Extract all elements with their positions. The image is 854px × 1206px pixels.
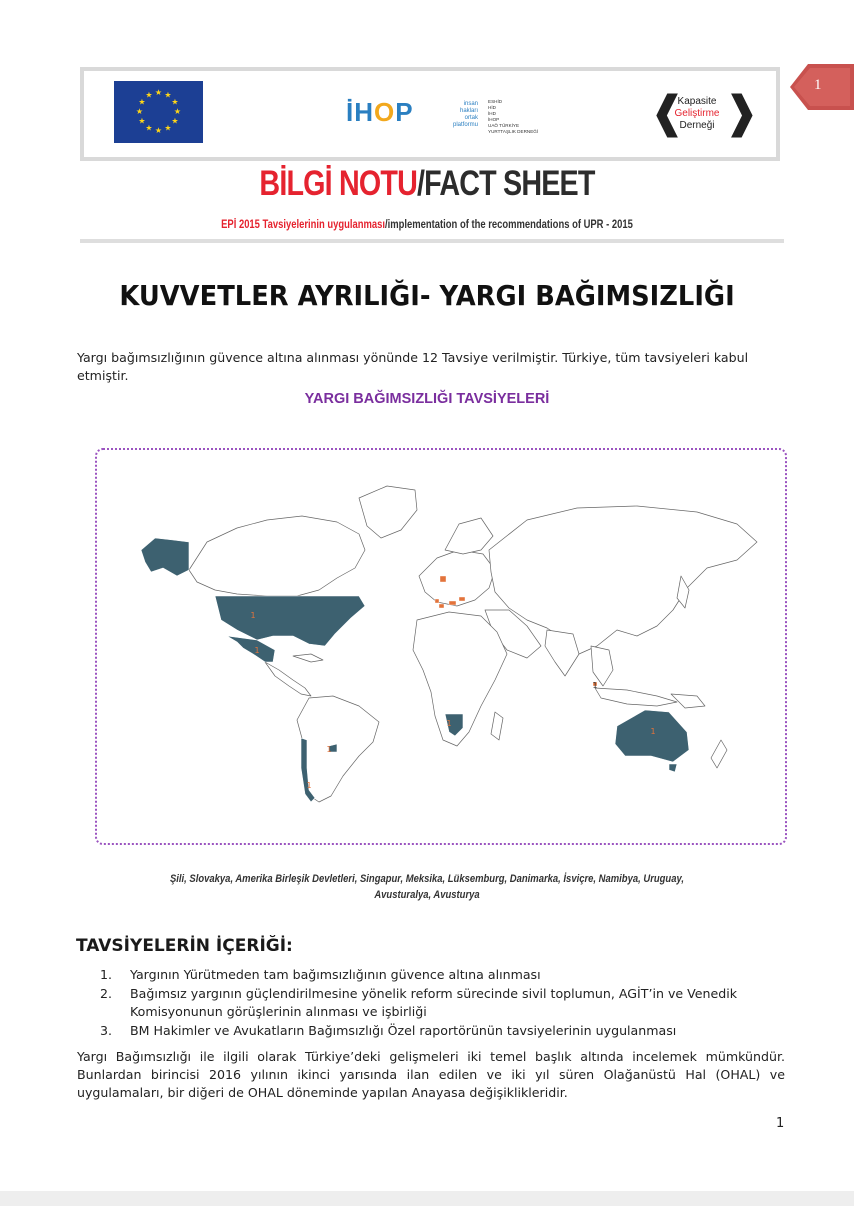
ihop-wordmark bbox=[346, 97, 414, 128]
svg-text:★: ★ bbox=[164, 90, 172, 100]
ihop-member: İHD bbox=[488, 111, 496, 116]
svg-text:★: ★ bbox=[154, 88, 163, 97]
fact-title-red: BİLGİ NOTU bbox=[259, 164, 418, 203]
svg-text:★: ★ bbox=[145, 123, 153, 133]
kgd-wordmark bbox=[671, 96, 723, 132]
map-papua bbox=[671, 694, 705, 708]
ihop-tagline-line: platformu bbox=[452, 122, 478, 128]
ihop-letter-o: O bbox=[374, 97, 396, 127]
fact-subtitle-red: EPİ 2015 Tavsiyelerinin uygulanması bbox=[221, 219, 386, 231]
recommendation-number: 1. bbox=[100, 967, 113, 982]
map-count-label: 1 bbox=[592, 681, 598, 690]
recommendation-item bbox=[100, 985, 786, 1021]
ihop-member: YURTTAŞLIK DERNEĞİ bbox=[488, 129, 539, 134]
country-list bbox=[0, 871, 854, 903]
left-bracket-icon: ❰ bbox=[649, 87, 686, 138]
map-india bbox=[545, 630, 579, 676]
country-list-line: Şili, Slovakya, Amerika Birleşik Devletleri, Singapur, Meksika, Lüksemburg, Danimarka, İsviçre, Namibya, Uruguay, bbox=[169, 873, 685, 885]
arrow-left-icon bbox=[790, 64, 854, 110]
recommendation-text: Yargının Yürütmeden tam bağımsızlığının güvence altına alınması bbox=[130, 967, 541, 982]
recommendation-text: BM Hakimler ve Avukatların Bağımsızlığı Özel raportörünün tavsiyelerinin uygulanması bbox=[130, 1023, 677, 1038]
map-count-label: 1 bbox=[446, 719, 452, 728]
svg-text:★: ★ bbox=[138, 97, 146, 107]
section-heading: TAVSİYELERİN İÇERİĞİ: bbox=[76, 936, 293, 956]
map-alaska bbox=[141, 538, 189, 576]
fact-subtitle-dark: /implementation of the recommendations of UPR - 2015 bbox=[385, 219, 633, 231]
svg-text:★: ★ bbox=[135, 107, 144, 116]
map-heading: YARGI BAĞIMSIZLIĞI TAVSİYELERİ bbox=[304, 391, 550, 407]
map-count-label: 1 bbox=[254, 646, 260, 655]
ihop-member: UAÖ TÜRKİYE bbox=[488, 123, 520, 128]
kgd-line: Kapasite bbox=[677, 96, 717, 107]
svg-text:★: ★ bbox=[138, 116, 146, 126]
map-count-label: 1 bbox=[250, 611, 256, 620]
ihop-tagline bbox=[438, 101, 478, 129]
map-count-label: 1 bbox=[326, 745, 332, 754]
eu-flag-logo bbox=[114, 81, 203, 143]
page-tab-arrow bbox=[790, 64, 854, 110]
map-denmark bbox=[440, 576, 446, 582]
map-canada bbox=[189, 516, 365, 596]
map-europe bbox=[419, 550, 495, 606]
ihop-member: HİD bbox=[488, 105, 496, 110]
map-central-america bbox=[265, 662, 311, 696]
map-count-label: 1 bbox=[650, 727, 656, 736]
ihop-tagline-line: insan bbox=[463, 101, 478, 107]
svg-text:★: ★ bbox=[173, 107, 182, 116]
recommendation-number: 2. bbox=[100, 986, 113, 1001]
kgd-line: Derneği bbox=[679, 120, 715, 131]
map-new-zealand bbox=[711, 740, 727, 768]
page-number: 1 bbox=[776, 1116, 785, 1131]
right-bracket-icon: ❱ bbox=[723, 87, 760, 138]
fact-sheet-subtitle bbox=[77, 219, 777, 231]
fact-sheet-title bbox=[77, 164, 777, 204]
intro-paragraph: Yargı bağımsızlığının güvence altına alınması yönünde 12 Tavsiye verilmiştir. Türkiye, tüm tavsiyeleri kabul etmiştir. bbox=[77, 350, 749, 383]
closing-paragraph: Yargı Bağımsızlığı ile ilgili olarak Türkiye’deki gelişmeleri iki temel başlık altında incelemek mümkündür. Bunlardan birincisi 2016 yılının ikinci yarısında ilan edilen ve iki yıl süren Olağanüstü Hal (OHAL) ve uygulamaları, bir diğeri de OHAL döneminde yapılan Anayasa değişiklikleridir. bbox=[77, 1049, 785, 1100]
svg-text:★: ★ bbox=[171, 97, 179, 107]
map-caribbean bbox=[293, 654, 323, 662]
ihop-letter-i: İ bbox=[346, 97, 355, 127]
map-mexico bbox=[227, 636, 275, 662]
page-title: KUVVETLER AYRILIĞI- YARGI BAĞIMSIZLIĞI bbox=[119, 279, 735, 312]
map-austria bbox=[449, 601, 456, 605]
kgd-line-accent: Geliştirme bbox=[674, 108, 720, 119]
title-divider bbox=[80, 239, 784, 243]
ihop-letter-h: H bbox=[354, 97, 375, 127]
recommendation-item bbox=[100, 966, 786, 984]
world-map-frame bbox=[95, 448, 787, 845]
svg-text:★: ★ bbox=[171, 116, 179, 126]
svg-text:★: ★ bbox=[154, 126, 163, 135]
header-logo-box bbox=[80, 67, 780, 161]
svg-text:★: ★ bbox=[164, 123, 172, 133]
recommendation-item bbox=[100, 1022, 786, 1040]
kgd-logo bbox=[649, 87, 760, 141]
svg-text:★: ★ bbox=[145, 90, 153, 100]
ihop-tagline-line: hakları bbox=[459, 108, 478, 114]
map-australia bbox=[615, 710, 689, 762]
ihop-tagline-line: ortak bbox=[464, 115, 478, 121]
map-indonesia bbox=[595, 688, 677, 706]
map-se-asia bbox=[591, 646, 613, 686]
map-scandinavia bbox=[445, 518, 493, 554]
map-count-label: 1 bbox=[306, 781, 312, 790]
country-list-line: Avusturalya, Avusturya bbox=[374, 889, 480, 901]
page-tab-number: 1 bbox=[814, 77, 822, 93]
map-slovakia bbox=[459, 597, 465, 601]
world-map bbox=[97, 450, 785, 843]
recommendation-text: Bağımsız yargının güçlendirilmesine yönelik reform sürecinde sivil toplumun, AGİT’in ve Venedik Komisyonunun görüşlerinin alınması ve işbirliği bbox=[130, 986, 738, 1019]
map-switzerland bbox=[439, 604, 444, 608]
map-tasmania bbox=[669, 764, 677, 772]
viewer-bottom-strip bbox=[0, 1191, 854, 1206]
ihop-member: İHOP bbox=[488, 117, 500, 122]
map-madagascar bbox=[491, 712, 503, 740]
ihop-member: ESHİD bbox=[488, 99, 503, 104]
ihop-member-list bbox=[488, 99, 548, 135]
ihop-logo bbox=[346, 91, 539, 139]
ihop-letter-p: P bbox=[395, 97, 414, 127]
recommendation-list bbox=[100, 966, 786, 1041]
map-greenland bbox=[359, 486, 417, 538]
fact-title-dark: /FACT SHEET bbox=[417, 164, 595, 203]
recommendation-number: 3. bbox=[100, 1023, 113, 1038]
map-luxembourg bbox=[435, 599, 439, 603]
